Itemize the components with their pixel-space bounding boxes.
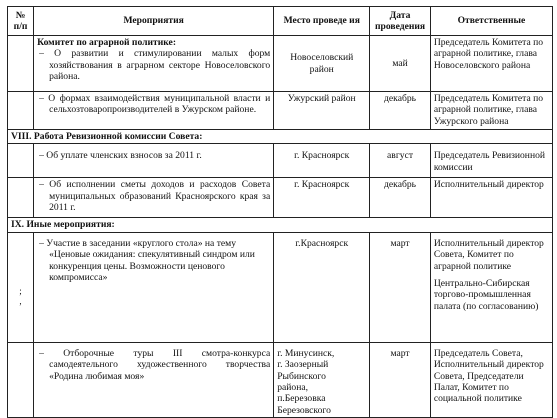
section-row	[8, 130, 553, 144]
event-text: – О развитии и стимулировании малых форм хозяйствования в аграрном секторе Новоселовского района.	[39, 48, 271, 83]
responsible-primary: Исполнительный директор Совета, Комитет по аграрной политике	[433, 237, 544, 272]
row-date: август	[370, 144, 431, 178]
row-event	[34, 232, 274, 342]
row-place: Ужурский район	[274, 92, 370, 130]
row-responsible: Председатель Совета, Исполнительный директор Совета, Председатели Палат, Комитет по социальной политике	[430, 342, 552, 417]
row-responsible: Председатель Комитета по аграрной политике, глава Ужурского района	[430, 92, 552, 130]
row-date: декабрь	[370, 92, 431, 130]
row-responsible: Председатель Ревизионной комиссии	[430, 144, 552, 178]
row-event	[34, 36, 274, 92]
table-row	[8, 178, 553, 218]
row-place: г. Красноярск	[274, 144, 370, 178]
events-table	[7, 6, 553, 418]
event-text: – Об исполнении сметы доходов и расходов Совета муниципальных образований Красноярского края за 2011 г.	[39, 179, 271, 214]
row-event	[34, 92, 274, 130]
header-num: № п/п	[8, 7, 34, 36]
row-num	[8, 36, 34, 92]
row-date: март	[370, 232, 431, 342]
row-place: г.Красноярск	[274, 232, 370, 342]
table-row	[8, 144, 553, 178]
table-row	[8, 342, 553, 417]
row-num	[8, 232, 34, 342]
row-date: май	[370, 36, 431, 92]
section-title: IX. Иные мероприятия:	[8, 218, 553, 232]
header-place: Место проведе ия	[274, 7, 370, 36]
row-num	[8, 92, 34, 130]
section-title: VIII. Работа Ревизионной комиссии Совета:	[8, 130, 553, 144]
row-responsible: Председатель Комитета по аграрной политике, глава Новоселовского района	[430, 36, 552, 92]
row-num	[8, 178, 34, 218]
row-responsible	[430, 232, 552, 342]
event-text: – Об уплате членских взносов за 2011 г.	[39, 150, 202, 162]
table-row	[8, 92, 553, 130]
row-num	[8, 144, 34, 178]
header-date: Дата проведения	[370, 7, 431, 36]
table-row	[8, 232, 553, 342]
row-event	[34, 178, 274, 218]
row-event	[34, 144, 274, 178]
row-place: г. Красноярск	[274, 178, 370, 218]
row-num	[8, 342, 34, 417]
row-date: декабрь	[370, 178, 431, 218]
section-row	[8, 218, 553, 232]
event-text: – Участие в заседании «круглого стола» на тему «Ценовые ожидания: спекулятивный синдром или конкуренция цены. Возможности ценового компромисса»	[39, 237, 255, 284]
responsible-secondary: Центрально-Сибирская торгово-промышленная палата (по согласованию)	[433, 278, 539, 312]
event-text: – Отборочные туры III смотра-конкурса самодеятельного художественного творчества «Родина любимая моя»	[39, 347, 271, 382]
scan-marks: ; ,	[19, 285, 22, 306]
row-date: март	[370, 342, 431, 417]
row-place: Новоселовский район	[274, 36, 370, 92]
row-responsible: Исполнительный директор	[430, 178, 552, 218]
row-place: г. Минусинск, г. Заозерный Рыбинского района, п.Березовка Березовского	[274, 342, 370, 417]
committee-title: Комитет по аграрной политике:	[37, 37, 177, 48]
header-responsible: Ответственные	[430, 7, 552, 36]
table-row	[8, 36, 553, 92]
row-event	[34, 342, 274, 417]
event-text: – О формах взаимодействия муниципальной власти и сельхозтоваропроизводителей в Ужурском районе.	[39, 93, 271, 116]
header-event: Мероприятия	[34, 7, 274, 36]
header-row	[8, 7, 553, 36]
